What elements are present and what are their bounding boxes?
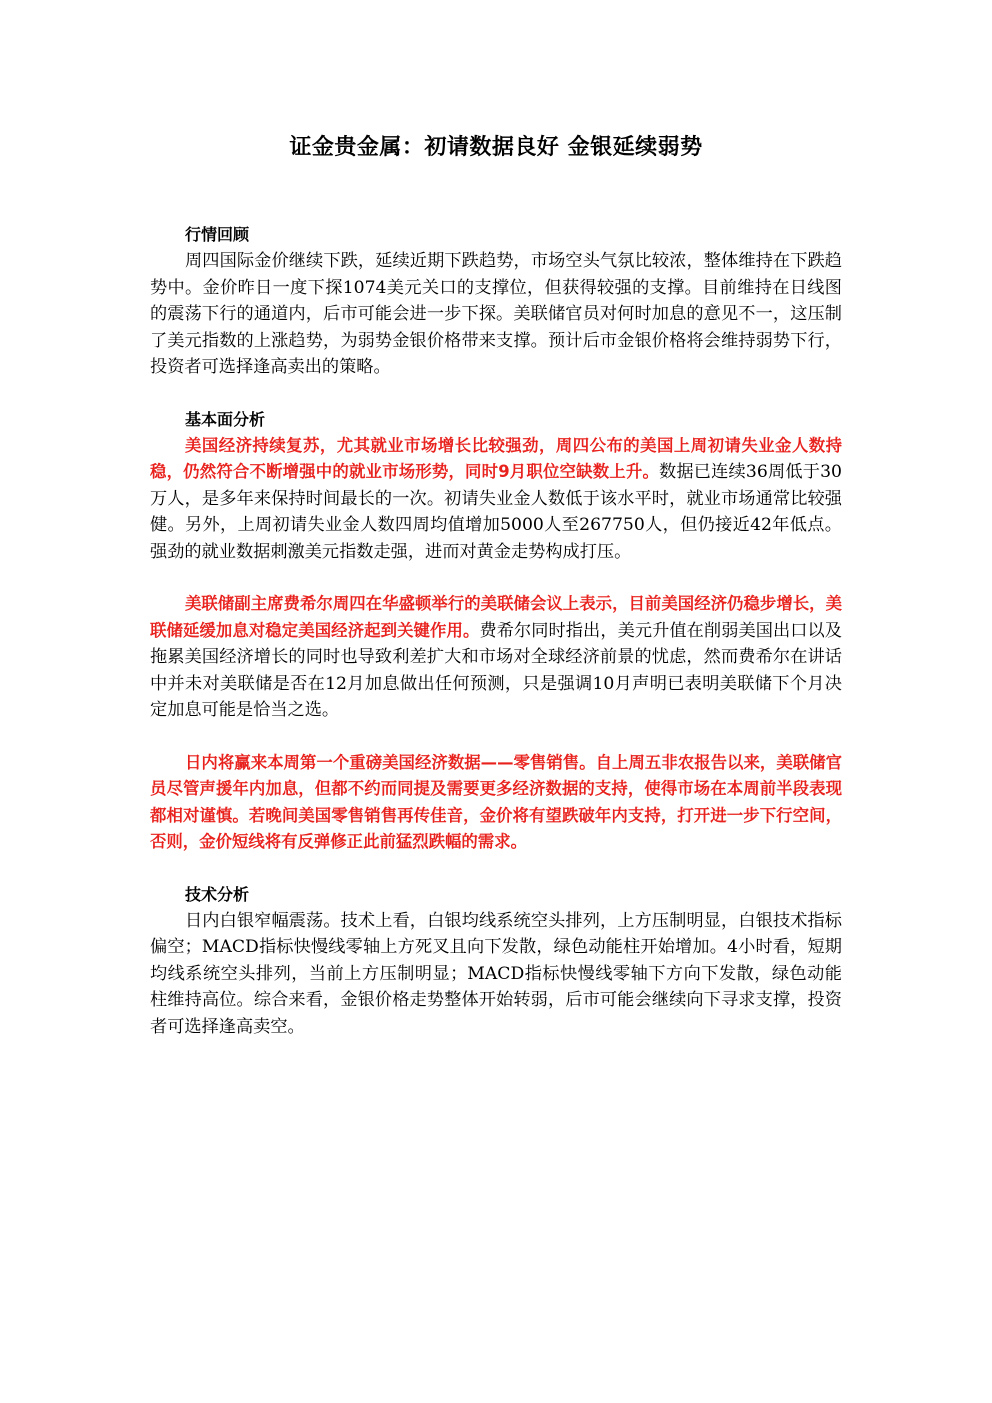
spacer — [150, 724, 842, 750]
section-fundamental-analysis — [150, 407, 842, 856]
document-body — [150, 222, 842, 1040]
review-paragraph: 周四国际金价继续下跌，延续近期下跌趋势，市场空头气氛比较浓，整体维持在下跌趋势中。金价昨日一度下探1074美元关口的支撑位，但获得较强的支撑。目前维持在日线图的震荡下行的通道内，后市可能会进一步下探。美联储官员对何时加息的意见不一，这压制了美元指数的上涨趋势，为弱势金银价格带来支撑。预计后市金银价格将会维持弱势下行，投资者可选择逢高卖出的策略。 — [150, 251, 842, 377]
section-heading-fundamental: 基本面分析 — [185, 409, 266, 429]
spacer — [150, 381, 842, 407]
section-market-review — [150, 222, 842, 381]
section-technical-analysis — [150, 882, 842, 1041]
emphasis-text: 日内将赢来本周第一个重磅美国经济数据——零售销售。自上周五非农报告以来，美联储官员尽管声援年内加息，但都不约而同提及需要更多经济数据的支持，使得市场在本周前半段表现都相对谨慎。若晚间美国零售销售再传佳音，金价将有望跌破年内支持，打开进一步下行空间，否则，金价短线将有反弹修正此前猛烈跌幅的需求。 — [150, 752, 842, 851]
spacer — [150, 856, 842, 882]
section-heading-review: 行情回顾 — [185, 225, 250, 244]
technical-paragraph: 日内白银窄幅震荡。技术上看，白银均线系统空头排列，上方压制明显，白银技术指标偏空；MACD指标快慢线零轴上方死叉且向下发散，绿色动能柱开始增加。4小时看，短期均线系统空头排列，当前上方压制明显；MACD指标快慢线零轴下方向下发散，绿色动能柱维持高位。综合来看，金银价格走势整体开始转弱，后市可能会继续向下寻求支撑，投资者可选择逢高卖空。 — [150, 910, 842, 1037]
section-heading-technical: 技术分析 — [185, 884, 250, 904]
emphasis-text: 美国经济持续复苏，尤其就业市场增长比较强劲，周四公布的美国上周初请失业金人数持稳，仍然符合不断增强中的就业市场形势，同时9月职位空缺数上升。 — [150, 435, 842, 481]
fundamental-paragraph-2 — [150, 591, 842, 724]
fundamental-paragraph-1 — [150, 433, 842, 566]
body-text: 费希尔同时指出，美元升值在削弱美国出口以及拖累美国经济增长的同时也导致利差扩大和市场对全球经济前景的忧虑，然而费希尔在讲话中并未对美联储是否在12月加息做出任何预测，只是强调10月声明已表明美联储下个月决定加息可能是恰当之选。 — [150, 620, 842, 720]
body-text: 数据已连续36周低于30万人，是多年来保持时间最长的一次。初请失业金人数低于该水平时，就业市场通常比较强健。另外，上周初请失业金人数四周均值增加5000人至267750人，但仍接近42年低点。强劲的就业数据刺激美元指数走强，进而对黄金走势构成打压。 — [150, 462, 842, 562]
spacer — [150, 565, 842, 591]
emphasis-text: 美联储副主席费希尔周四在华盛顿举行的美联储会议上表示，目前美国经济仍稳步增长，美联储延缓加息对稳定美国经济起到关键作用。 — [150, 594, 842, 640]
document-title: 证金贵金属：初请数据良好 金银延续弱势 — [289, 135, 703, 160]
fundamental-paragraph-3 — [150, 750, 842, 856]
